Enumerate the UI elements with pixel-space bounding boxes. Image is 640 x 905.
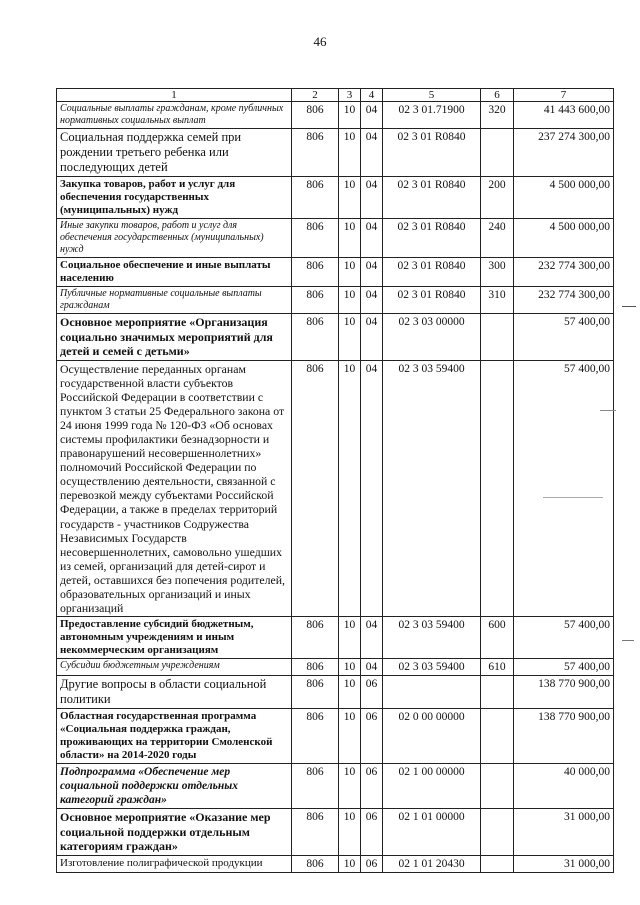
row-amount: 57 400,00	[514, 360, 614, 617]
row-target-article: 02 3 01.71900	[383, 102, 481, 129]
row-expense-type	[481, 129, 514, 177]
row-expense-type	[481, 314, 514, 361]
row-target-article: 02 1 01 00000	[383, 809, 481, 856]
row-section-code: 10	[339, 855, 361, 872]
row-section-code: 10	[339, 287, 361, 314]
row-amount: 237 274 300,00	[514, 129, 614, 177]
row-section-code: 10	[339, 219, 361, 258]
row-target-article: 02 3 01 R0840	[383, 219, 481, 258]
row-subsection-code: 04	[361, 219, 383, 258]
row-subsection-code: 06	[361, 676, 383, 709]
row-amount: 31 000,00	[514, 809, 614, 856]
row-name: Социальная поддержка семей при рождении третьего ребенка или последующих детей	[57, 129, 292, 177]
table-row	[57, 102, 614, 129]
row-name: Предоставление субсидий бюджетным, автономным учреждениям и иным некоммерческим организациям	[57, 617, 292, 659]
row-grbs-code: 806	[292, 314, 339, 361]
table-row	[57, 129, 614, 177]
table-row	[57, 709, 614, 764]
row-amount: 41 443 600,00	[514, 102, 614, 129]
row-target-article: 02 3 01 R0840	[383, 287, 481, 314]
row-expense-type	[481, 709, 514, 764]
row-amount: 40 000,00	[514, 764, 614, 809]
row-name: Основное мероприятие «Организация социально значимых мероприятий для детей и семей с детьми»	[57, 314, 292, 361]
table-row	[57, 314, 614, 361]
scan-mark	[622, 306, 636, 307]
row-grbs-code: 806	[292, 287, 339, 314]
row-grbs-code: 806	[292, 258, 339, 287]
table-row	[57, 617, 614, 659]
table-row	[57, 219, 614, 258]
row-name: Публичные нормативные социальные выплаты гражданам	[57, 287, 292, 314]
table-row	[57, 177, 614, 219]
header-cell: 4	[361, 89, 383, 102]
row-grbs-code: 806	[292, 676, 339, 709]
row-name: Изготовление полиграфической продукции	[57, 855, 292, 872]
row-amount: 31 000,00	[514, 855, 614, 872]
row-subsection-code: 04	[361, 314, 383, 361]
row-target-article: 02 3 01 R0840	[383, 129, 481, 177]
header-cell: 2	[292, 89, 339, 102]
row-section-code: 10	[339, 617, 361, 659]
row-expense-type	[481, 855, 514, 872]
row-section-code: 10	[339, 314, 361, 361]
row-name: Другие вопросы в области социальной политики	[57, 676, 292, 709]
row-amount: 57 400,00	[514, 617, 614, 659]
row-grbs-code: 806	[292, 617, 339, 659]
row-expense-type: 200	[481, 177, 514, 219]
row-name: Закупка товаров, работ и услуг для обеспечения государственных (муниципальных) нужд	[57, 177, 292, 219]
header-cell: 6	[481, 89, 514, 102]
row-amount: 138 770 900,00	[514, 709, 614, 764]
row-expense-type: 320	[481, 102, 514, 129]
row-expense-type: 600	[481, 617, 514, 659]
row-grbs-code: 806	[292, 855, 339, 872]
row-grbs-code: 806	[292, 177, 339, 219]
header-cell: 3	[339, 89, 361, 102]
row-section-code: 10	[339, 102, 361, 129]
row-grbs-code: 806	[292, 219, 339, 258]
row-target-article	[383, 676, 481, 709]
row-subsection-code: 04	[361, 617, 383, 659]
row-subsection-code: 04	[361, 287, 383, 314]
row-name: Иные закупки товаров, работ и услуг для обеспечения государственных (муниципальных) нужд	[57, 219, 292, 258]
row-target-article: 02 1 00 00000	[383, 764, 481, 809]
row-amount: 232 774 300,00	[514, 258, 614, 287]
row-subsection-code: 04	[361, 102, 383, 129]
header-cell: 1	[57, 89, 292, 102]
scan-mark	[543, 497, 603, 498]
row-name: Областная государственная программа «Социальная поддержка граждан, проживающих на территории Смоленской области» на 2014-2020 годы	[57, 709, 292, 764]
table-row	[57, 764, 614, 809]
row-expense-type	[481, 360, 514, 617]
row-name: Субсидии бюджетным учреждениям	[57, 659, 292, 676]
row-subsection-code: 06	[361, 855, 383, 872]
row-target-article: 02 3 03 00000	[383, 314, 481, 361]
row-name: Подпрограмма «Обеспечение мер социальной поддержки отдельных категорий граждан»	[57, 764, 292, 809]
row-expense-type: 300	[481, 258, 514, 287]
page-number: 46	[313, 34, 327, 49]
row-grbs-code: 806	[292, 360, 339, 617]
row-subsection-code: 04	[361, 659, 383, 676]
table-row	[57, 287, 614, 314]
row-subsection-code: 04	[361, 129, 383, 177]
table-row	[57, 659, 614, 676]
row-amount: 138 770 900,00	[514, 676, 614, 709]
row-subsection-code: 04	[361, 258, 383, 287]
row-name: Социальные выплаты гражданам, кроме публичных нормативных социальных выплат	[57, 102, 292, 129]
row-grbs-code: 806	[292, 764, 339, 809]
row-amount: 57 400,00	[514, 314, 614, 361]
row-target-article: 02 1 01 20430	[383, 855, 481, 872]
row-target-article: 02 3 03 59400	[383, 360, 481, 617]
row-name: Социальное обеспечение и иные выплаты населению	[57, 258, 292, 287]
row-section-code: 10	[339, 676, 361, 709]
row-target-article: 02 3 03 59400	[383, 617, 481, 659]
row-expense-type	[481, 764, 514, 809]
scan-mark	[600, 410, 616, 411]
header-cell: 7	[514, 89, 614, 102]
row-subsection-code: 04	[361, 360, 383, 617]
table-row	[57, 258, 614, 287]
row-section-code: 10	[339, 659, 361, 676]
row-amount: 232 774 300,00	[514, 287, 614, 314]
row-subsection-code: 06	[361, 709, 383, 764]
row-amount: 4 500 000,00	[514, 177, 614, 219]
row-expense-type	[481, 809, 514, 856]
row-grbs-code: 806	[292, 809, 339, 856]
table-row	[57, 676, 614, 709]
row-section-code: 10	[339, 258, 361, 287]
row-section-code: 10	[339, 764, 361, 809]
row-grbs-code: 806	[292, 659, 339, 676]
row-target-article: 02 3 01 R0840	[383, 258, 481, 287]
row-section-code: 10	[339, 360, 361, 617]
budget-table	[56, 88, 614, 873]
table-row	[57, 809, 614, 856]
row-expense-type: 310	[481, 287, 514, 314]
header-row	[57, 89, 614, 102]
row-grbs-code: 806	[292, 129, 339, 177]
row-subsection-code: 04	[361, 177, 383, 219]
row-section-code: 10	[339, 177, 361, 219]
scan-mark	[622, 640, 634, 641]
row-amount: 57 400,00	[514, 659, 614, 676]
row-target-article: 02 3 03 59400	[383, 659, 481, 676]
row-section-code: 10	[339, 129, 361, 177]
row-target-article: 02 0 00 00000	[383, 709, 481, 764]
header-cell: 5	[383, 89, 481, 102]
row-amount: 4 500 000,00	[514, 219, 614, 258]
row-name: Основное мероприятие «Оказание мер социальной поддержки отдельным категориям граждан»	[57, 809, 292, 856]
row-section-code: 10	[339, 809, 361, 856]
row-grbs-code: 806	[292, 709, 339, 764]
row-target-article: 02 3 01 R0840	[383, 177, 481, 219]
row-expense-type: 240	[481, 219, 514, 258]
row-grbs-code: 806	[292, 102, 339, 129]
row-expense-type	[481, 676, 514, 709]
table-row	[57, 360, 614, 617]
row-section-code: 10	[339, 709, 361, 764]
row-subsection-code: 06	[361, 809, 383, 856]
table-row	[57, 855, 614, 872]
table-body	[57, 102, 614, 873]
row-name: Осуществление переданных органам государственной власти субъектов Российской Федерации в соответствии с пунктом 3 статьи 25 Федерального закона от 24 июня 1999 года № 120-ФЗ «Об основах системы профилактики безнадзорности и правонарушений несовершеннолетних» полномочий Российской Федерации по осуществлению деятельности, связанной с перевозкой между субъектами Российской Федерации, а также в пределах территорий государств - участников Содружества Независимых Государств несовершеннолетних, самовольно ушедших из семей, организаций для детей-сирот и детей, оставшихся без попечения родителей, образовательных организаций и иных организаций	[57, 360, 292, 617]
row-expense-type: 610	[481, 659, 514, 676]
row-subsection-code: 06	[361, 764, 383, 809]
